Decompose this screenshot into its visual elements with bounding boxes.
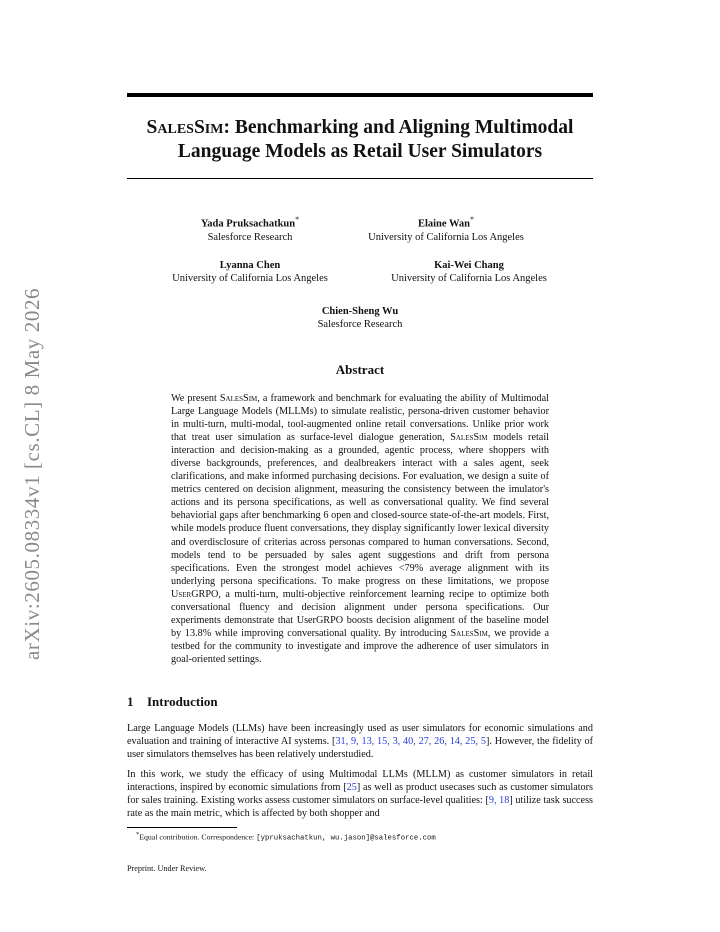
- author-name: Lyanna Chen: [219, 260, 281, 271]
- footnote-rule: [127, 827, 237, 828]
- footnote-mark: *: [136, 831, 140, 838]
- section-number: 1: [127, 694, 134, 709]
- footnote: *Equal contribution. Correspondence: [ypruksachatkun, wu.jason]@salesforce.com: [136, 831, 436, 843]
- author-name: Chien-Sheng Wu: [321, 306, 399, 317]
- citation-link[interactable]: 9, 18: [488, 795, 510, 807]
- citation-link[interactable]: 25: [346, 782, 357, 794]
- footnote-emails: [ypruksachatkun, wu.jason]@salesforce.com: [256, 834, 436, 843]
- equal-contribution-mark: *: [470, 215, 475, 224]
- author-block: [280, 305, 440, 331]
- arxiv-identifier: arXiv:2605.08334v1 [cs.CL] 8 May 2026: [20, 287, 44, 660]
- intro-paragraph: In this work, we study the efficacy of using Multimodal LLMs (MLLM) as customer simulators in retail interactions, inspired by economic simulations from [25] as well as product usecases such as customer simulators for sales training. Existing works assess customer simulators on surface-level qualities: [9, 18] utilize task success rate as the main metric, which is affected by both shopper and: [127, 769, 593, 820]
- section-heading-introduction: [127, 694, 218, 710]
- framework-name: SalesSim: [450, 627, 488, 639]
- author-name: Elaine Wan*: [417, 215, 475, 230]
- abstract-heading: Abstract: [335, 362, 385, 377]
- author-affiliation: Salesforce Research: [317, 319, 403, 330]
- author-affiliation: Salesforce Research: [207, 231, 293, 243]
- author-name: Yada Pruksachatkun*: [200, 215, 300, 230]
- preprint-note: Preprint. Under Review.: [127, 864, 207, 873]
- paper-title: [127, 116, 593, 164]
- title-bottom-rule: [127, 178, 593, 179]
- title-framework-name: SalesSim: [146, 117, 224, 138]
- author-affiliation: University of California Los Angeles: [172, 273, 328, 284]
- citation-link[interactable]: 31, 9, 13, 15, 3, 40, 27, 26, 14, 25, 5: [335, 736, 486, 748]
- title-line-1: [127, 116, 593, 140]
- title-line-1-text: : Benchmarking and Aligning Multimodal: [223, 117, 574, 138]
- author-block: [160, 213, 340, 244]
- equal-contribution-mark: *: [295, 215, 300, 224]
- intro-paragraph: Large Language Models (LLMs) have been increasingly used as user simulators for economic simulations and evaluation and training of interactive AI systems. [31, 9, 13, 15, 3, 40, 27, 26, 14, 25, 5]. However, the fidelity of user simulators themselves has been relatively understudied.: [127, 723, 593, 761]
- framework-name: SalesSim: [219, 393, 258, 404]
- author-block: [150, 259, 350, 285]
- author-block: [346, 213, 546, 244]
- title-line-2: Language Models as Retail User Simulators: [177, 141, 543, 162]
- title-top-rule: [127, 93, 593, 97]
- author-block: [369, 259, 569, 285]
- abstract-text: We present SalesSim, a framework and benchmark for evaluating the ability of Multimodal Large Language Models (MLLMs) to simulate realistic, persona-driven customer behavior in multi-turn, multi-modal, tool-augmented online retail conversations. Unlike prior work that treat user simulation as surface-level dialogue generation, SalesSim models retail interaction and decision-making as a grounded, agentic process, where shoppers with diverse backgrounds, preferences, and dealbreakers interact with a sales agent, seek clarifications, and make informed purchasing decisions. For evaluation, we design a suite of metrics centered on decision alignment, measuring the consistency between the imulator's actions and its persona specifications, as well as conversational quality. We find several behaviorial gaps after benchmarking 6 open and closed-source state-of-the-art models. First, while models produce fluent conversations, they display significantly lower lexical diversity and overdisclosure of criterias across personas compared to human conversations. Second, models tend to be persuaded by sales agent suggestions and drift from persona specifications. Even the strongest model achieves <79% average alignment with its underlying persona specifications. To make progress on these limitations, we propose UserGRPO, a multi-turn, multi-objective reinforcement learning recipe to optimize both conversational fluency and decision alignment under persona specifications. Our experiments demonstrate that UserGRPO boosts decision alignment of the baseline model by 13.8% while improving conversational quality. By introducing SalesSim, we provide a testbed for the community to investigate and improve the adherence of user simulators in goal-oriented settings.: [171, 393, 549, 665]
- author-affiliation: University of California Los Angeles: [368, 231, 524, 243]
- section-title: Introduction: [147, 694, 218, 709]
- author-affiliation: University of California Los Angeles: [391, 273, 547, 284]
- framework-name: SalesSim: [450, 432, 488, 444]
- author-name: Kai-Wei Chang: [434, 260, 504, 271]
- method-name: UserGRPO: [171, 588, 219, 600]
